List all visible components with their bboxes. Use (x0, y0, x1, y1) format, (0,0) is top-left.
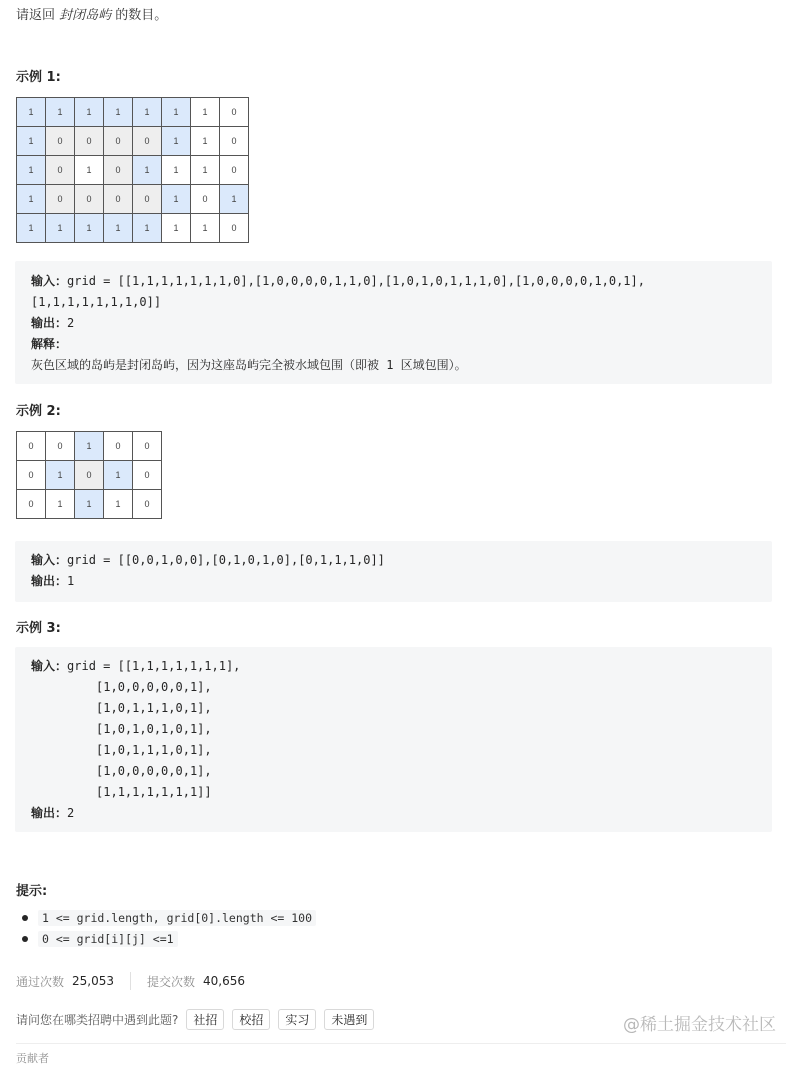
example-1-code (15, 261, 772, 384)
grid-cell: 1 (104, 490, 133, 519)
grid-cell: 0 (220, 98, 249, 127)
code-label: 输入： (31, 659, 68, 673)
code-text: [1,0,0,0,0,0,1], (31, 680, 212, 694)
code-line (31, 334, 772, 355)
grid-cell: 0 (17, 461, 46, 490)
example-1-grid (16, 97, 249, 243)
example-3-title: 示例 3: (16, 621, 61, 636)
intro-emphasis: 封闭岛屿 (59, 8, 112, 23)
grid-cell: 0 (133, 127, 162, 156)
grid-cell: 0 (220, 156, 249, 185)
code-line (31, 292, 772, 313)
example-2-code (15, 541, 772, 602)
grid-cell: 1 (162, 214, 191, 243)
grid-cell: 0 (220, 214, 249, 243)
grid-cell: 0 (104, 185, 133, 214)
grid-cell: 1 (17, 156, 46, 185)
grid-cell: 1 (75, 214, 104, 243)
grid-cell: 1 (162, 98, 191, 127)
intro-suffix: 的数目。 (111, 8, 168, 23)
code-label: 解释： (31, 337, 68, 351)
grid-cell: 0 (133, 490, 162, 519)
grid-cell: 1 (104, 461, 133, 490)
grid-cell: 0 (220, 127, 249, 156)
intro-text (16, 4, 167, 23)
tag-internship[interactable]: 实习 (278, 1009, 316, 1030)
grid-cell: 0 (17, 490, 46, 519)
example-1-title: 示例 1: (16, 70, 61, 85)
tag-not-encountered[interactable]: 未遇到 (324, 1009, 374, 1030)
code-line (31, 571, 772, 592)
code-line (31, 782, 772, 803)
code-label: 输入： (31, 274, 68, 288)
grid-cell: 1 (75, 98, 104, 127)
hint-code: 0 <= grid[i][j] <=1 (38, 931, 178, 947)
stats-divider (130, 972, 131, 990)
code-label: 输出： (31, 806, 68, 820)
grid-cell: 1 (133, 214, 162, 243)
code-line (31, 740, 772, 761)
grid-cell: 0 (104, 127, 133, 156)
code-text: [1,1,1,1,1,1,1]] (31, 785, 212, 799)
grid-row (17, 490, 162, 519)
code-label: 输出： (31, 574, 68, 588)
grid-row (17, 432, 162, 461)
code-text: [1,0,0,0,0,0,1], (31, 764, 212, 778)
question-text: 请问您在哪类招聘中遇到此题? (16, 1013, 179, 1027)
grid-cell: 1 (191, 214, 220, 243)
code-line (31, 271, 772, 292)
hint-item (38, 929, 316, 950)
grid-cell: 1 (162, 127, 191, 156)
passed-value: 25,053 (72, 974, 115, 988)
grid-cell: 0 (75, 185, 104, 214)
example-2-grid (16, 431, 162, 519)
grid-cell: 1 (220, 185, 249, 214)
code-text: [1,0,1,1,1,0,1], (31, 701, 212, 715)
submitted-value: 40,656 (203, 974, 246, 988)
intro-prefix: 请返回 (16, 8, 60, 23)
code-text: grid = [[0,0,1,0,0],[0,1,0,1,0],[0,1,1,1,0]] (67, 553, 385, 567)
grid-cell: 0 (46, 185, 75, 214)
code-label: 输出： (31, 316, 68, 330)
grid-cell: 0 (104, 156, 133, 185)
code-text: grid = [[1,1,1,1,1,1,1], (67, 659, 241, 673)
code-line (31, 698, 772, 719)
grid-cell: 1 (162, 185, 191, 214)
hints-title: 提示: (16, 884, 48, 899)
contributors-label: 贡献者 (16, 1052, 49, 1065)
grid-cell: 0 (133, 185, 162, 214)
grid-cell: 1 (75, 432, 104, 461)
grid-cell: 1 (75, 156, 104, 185)
grid-cell: 1 (162, 156, 191, 185)
grid-cell: 0 (191, 185, 220, 214)
grid-row (17, 461, 162, 490)
hint-item (38, 908, 316, 929)
code-text: grid = [[1,1,1,1,1,1,1,0],[1,0,0,0,0,1,1,0],[1,0,1,0,1,1,1,0],[1,0,0,0,0,1,0,1], (67, 274, 645, 288)
tag-social-hire[interactable]: 社招 (186, 1009, 224, 1030)
submitted-label: 提交次数 (147, 974, 196, 989)
watermark: @稀土掘金技术社区 (623, 1015, 776, 1035)
grid-cell: 1 (46, 214, 75, 243)
grid-cell: 0 (46, 432, 75, 461)
grid-cell: 0 (46, 127, 75, 156)
code-text: 1 (67, 574, 75, 588)
code-text: [1,0,1,1,1,0,1], (31, 743, 212, 757)
grid-cell: 0 (75, 461, 104, 490)
grid-cell: 0 (104, 432, 133, 461)
grid-row (17, 127, 249, 156)
code-line (31, 355, 772, 376)
grid-cell: 1 (17, 185, 46, 214)
code-line (31, 719, 772, 740)
example-2-title: 示例 2: (16, 404, 61, 419)
grid-row (17, 156, 249, 185)
code-line (31, 803, 772, 824)
code-text: 灰色区域的岛屿是封闭岛屿，因为这座岛屿完全被水域包围（即被 1 区域包围）。 (31, 358, 467, 372)
hints-list (38, 908, 316, 950)
grid-cell: 1 (133, 156, 162, 185)
grid-cell: 0 (133, 432, 162, 461)
code-line (31, 677, 772, 698)
grid-cell: 1 (191, 156, 220, 185)
grid-cell: 1 (104, 214, 133, 243)
code-label: 输入： (31, 553, 68, 567)
passed-label: 通过次数 (16, 974, 65, 989)
code-line (31, 761, 772, 782)
code-text: 2 (67, 316, 75, 330)
grid-cell: 1 (17, 98, 46, 127)
grid-row (17, 185, 249, 214)
grid-cell: 1 (46, 490, 75, 519)
grid-row (17, 214, 249, 243)
tag-campus-hire[interactable]: 校招 (232, 1009, 270, 1030)
divider (16, 1043, 786, 1044)
grid-cell: 0 (46, 156, 75, 185)
grid-cell: 1 (191, 98, 220, 127)
grid-row (17, 98, 249, 127)
grid-cell: 0 (133, 461, 162, 490)
code-line (31, 656, 772, 677)
code-line (31, 313, 772, 334)
stats-bar (16, 972, 245, 990)
code-line (31, 550, 772, 571)
grid-cell: 1 (17, 214, 46, 243)
grid-cell: 1 (191, 127, 220, 156)
grid-cell: 1 (46, 98, 75, 127)
interview-question (16, 1009, 374, 1030)
grid-cell: 0 (17, 432, 46, 461)
grid-cell: 1 (133, 98, 162, 127)
grid-cell: 1 (75, 490, 104, 519)
hint-code: 1 <= grid.length, grid[0].length <= 100 (38, 910, 316, 926)
code-text: [1,0,1,0,1,0,1], (31, 722, 212, 736)
grid-cell: 1 (17, 127, 46, 156)
example-3-code (15, 647, 772, 832)
code-text: 2 (67, 806, 75, 820)
code-text: [1,1,1,1,1,1,1,0]] (31, 295, 162, 309)
grid-cell: 1 (104, 98, 133, 127)
grid-cell: 1 (46, 461, 75, 490)
grid-cell: 0 (75, 127, 104, 156)
